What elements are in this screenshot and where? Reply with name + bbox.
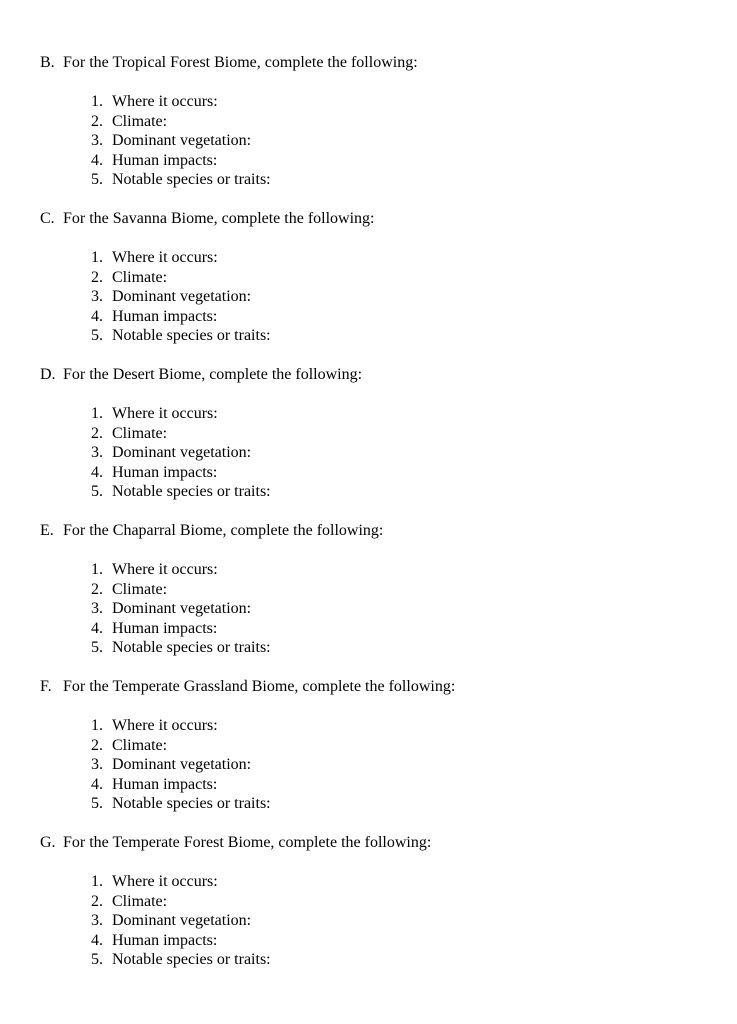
biome-section xyxy=(40,521,720,656)
list-item xyxy=(91,424,271,444)
item-number: 1. xyxy=(91,93,103,110)
item-prompt: Where it occurs: xyxy=(112,405,218,422)
item-number: 1. xyxy=(91,717,103,734)
list-item xyxy=(91,599,271,619)
section-heading xyxy=(40,521,720,541)
item-prompt: Dominant vegetation: xyxy=(112,756,252,773)
section-heading-text: For the Tropical Forest Biome, complete the following: xyxy=(63,54,418,71)
item-prompt: Climate: xyxy=(112,892,168,910)
item-number: 3. xyxy=(91,600,103,617)
item-prompt: Climate: xyxy=(112,580,168,598)
item-prompt: Climate: xyxy=(112,424,168,442)
item-prompt: Dominant vegetation: xyxy=(112,132,252,149)
item-number: 4. xyxy=(91,151,103,169)
item-prompt: Dominant vegetation: xyxy=(112,600,252,617)
item-number: 3. xyxy=(91,444,103,461)
item-prompt: Dominant vegetation: xyxy=(112,444,252,461)
biome-section xyxy=(40,833,720,968)
section-heading xyxy=(40,53,720,73)
section-heading xyxy=(40,209,720,229)
section-heading-text: For the Temperate Grassland Biome, complete the following: xyxy=(63,678,456,695)
item-prompt: Human impacts: xyxy=(112,775,218,793)
item-number: 1. xyxy=(91,561,103,578)
item-number: 5. xyxy=(91,171,103,188)
list-item xyxy=(91,619,271,639)
item-number: 4. xyxy=(91,463,103,481)
list-item xyxy=(91,151,271,171)
list-item xyxy=(91,268,271,288)
item-number: 3. xyxy=(91,288,103,305)
list-item xyxy=(91,463,271,483)
list-item xyxy=(91,248,271,268)
question-list xyxy=(91,716,271,814)
list-item xyxy=(91,580,271,600)
section-letter: D. xyxy=(40,366,56,383)
section-letter: C. xyxy=(40,210,55,227)
list-item xyxy=(91,892,271,912)
item-prompt: Dominant vegetation: xyxy=(112,288,252,305)
biome-section xyxy=(40,53,720,188)
list-item xyxy=(91,794,271,814)
biome-section xyxy=(40,365,720,500)
item-prompt: Human impacts: xyxy=(112,463,218,481)
list-item xyxy=(91,775,271,795)
item-number: 4. xyxy=(91,307,103,325)
item-number: 5. xyxy=(91,327,103,344)
question-list xyxy=(91,872,271,970)
section-letter: B. xyxy=(40,54,55,71)
list-item xyxy=(91,482,271,502)
item-prompt: Human impacts: xyxy=(112,931,218,949)
item-prompt: Where it occurs: xyxy=(112,873,218,890)
item-number: 4. xyxy=(91,619,103,637)
item-number: 1. xyxy=(91,873,103,890)
item-number: 2. xyxy=(91,424,103,442)
item-number: 5. xyxy=(91,795,103,812)
list-item xyxy=(91,872,271,892)
list-item xyxy=(91,404,271,424)
item-number: 3. xyxy=(91,132,103,149)
list-item xyxy=(91,931,271,951)
item-prompt: Notable species or traits: xyxy=(112,639,271,656)
item-number: 5. xyxy=(91,639,103,656)
item-prompt: Climate: xyxy=(112,736,168,754)
list-item xyxy=(91,911,271,931)
list-item xyxy=(91,131,271,151)
section-heading-text: For the Desert Biome, complete the following: xyxy=(63,366,363,383)
item-number: 2. xyxy=(91,112,103,130)
list-item xyxy=(91,736,271,756)
list-item xyxy=(91,950,271,970)
section-heading xyxy=(40,833,720,853)
item-prompt: Notable species or traits: xyxy=(112,795,271,812)
list-item xyxy=(91,755,271,775)
item-number: 5. xyxy=(91,483,103,500)
section-heading-text: For the Chaparral Biome, complete the following: xyxy=(63,522,384,539)
item-prompt: Climate: xyxy=(112,112,168,130)
item-prompt: Notable species or traits: xyxy=(112,327,271,344)
item-number: 1. xyxy=(91,405,103,422)
section-letter: E. xyxy=(40,522,54,539)
list-item xyxy=(91,716,271,736)
biome-section xyxy=(40,677,720,812)
section-heading-text: For the Temperate Forest Biome, complete the following: xyxy=(63,834,432,851)
list-item xyxy=(91,287,271,307)
item-number: 5. xyxy=(91,951,103,968)
item-number: 4. xyxy=(91,775,103,793)
section-letter: F. xyxy=(40,678,52,695)
section-letter: G. xyxy=(40,834,56,851)
item-prompt: Notable species or traits: xyxy=(112,951,271,968)
item-prompt: Dominant vegetation: xyxy=(112,912,252,929)
item-number: 2. xyxy=(91,268,103,286)
section-heading xyxy=(40,365,720,385)
list-item xyxy=(91,638,271,658)
item-prompt: Notable species or traits: xyxy=(112,483,271,500)
section-heading xyxy=(40,677,720,697)
list-item xyxy=(91,307,271,327)
section-heading-text: For the Savanna Biome, complete the following: xyxy=(63,210,375,227)
biome-section xyxy=(40,209,720,344)
question-list xyxy=(91,248,271,346)
item-prompt: Where it occurs: xyxy=(112,249,218,266)
item-prompt: Human impacts: xyxy=(112,307,218,325)
item-prompt: Climate: xyxy=(112,268,168,286)
list-item xyxy=(91,92,271,112)
question-list xyxy=(91,92,271,190)
list-item xyxy=(91,326,271,346)
item-number: 3. xyxy=(91,756,103,773)
item-prompt: Human impacts: xyxy=(112,151,218,169)
question-list xyxy=(91,404,271,502)
item-prompt: Notable species or traits: xyxy=(112,171,271,188)
item-prompt: Where it occurs: xyxy=(112,717,218,734)
list-item xyxy=(91,112,271,132)
item-number: 2. xyxy=(91,892,103,910)
item-number: 2. xyxy=(91,580,103,598)
list-item xyxy=(91,170,271,190)
list-item xyxy=(91,560,271,580)
item-prompt: Human impacts: xyxy=(112,619,218,637)
item-number: 2. xyxy=(91,736,103,754)
question-list xyxy=(91,560,271,658)
item-number: 3. xyxy=(91,912,103,929)
item-number: 1. xyxy=(91,249,103,266)
list-item xyxy=(91,443,271,463)
item-number: 4. xyxy=(91,931,103,949)
item-prompt: Where it occurs: xyxy=(112,561,218,578)
item-prompt: Where it occurs: xyxy=(112,93,218,110)
